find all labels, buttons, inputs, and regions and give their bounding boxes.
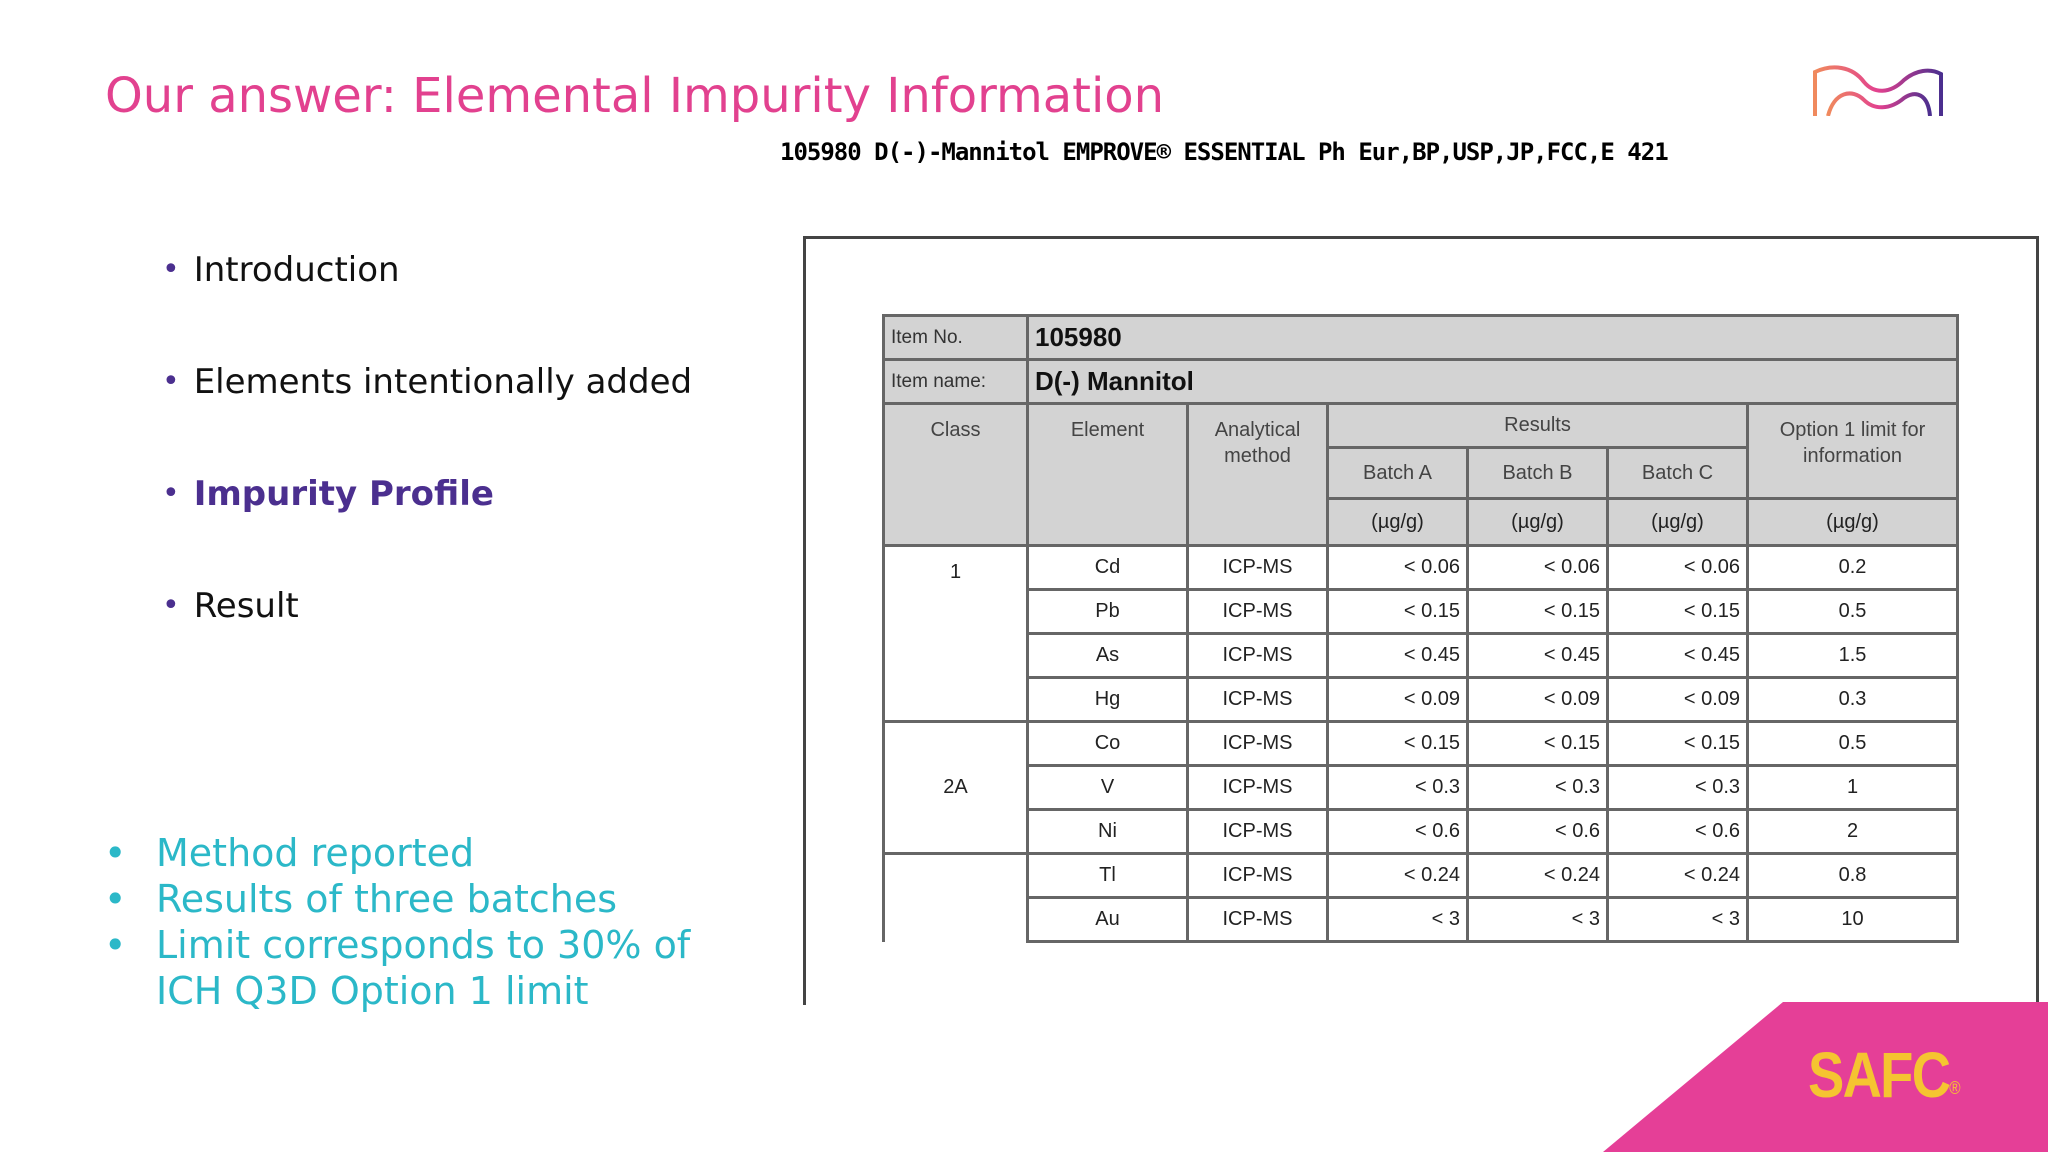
- agenda-item-result: • Result: [162, 586, 299, 626]
- slide-title: Our answer: Elemental Impurity Information: [105, 68, 1165, 124]
- limit-cell: 1.5: [1748, 634, 1958, 678]
- batch-c-cell: < 0.3: [1608, 766, 1748, 810]
- bullet-icon: •: [104, 923, 127, 967]
- method-cell: ICP-MS: [1188, 546, 1328, 590]
- class-cell: 2A: [884, 722, 1028, 854]
- key-point: • Results of three batches: [100, 876, 720, 922]
- item-no-row: [884, 316, 1958, 360]
- batch-b-cell: < 0.09: [1468, 678, 1608, 722]
- unit-label: (µg/g): [1328, 499, 1468, 546]
- unit-label: (µg/g): [1608, 499, 1748, 546]
- method-cell: ICP-MS: [1188, 590, 1328, 634]
- bullet-icon: •: [162, 476, 180, 511]
- key-points-list: [100, 830, 720, 1014]
- element-cell: Au: [1028, 898, 1188, 942]
- unit-label: (µg/g): [1468, 499, 1608, 546]
- bullet-icon: •: [162, 588, 180, 623]
- batch-c-cell: < 0.15: [1608, 590, 1748, 634]
- element-cell: Co: [1028, 722, 1188, 766]
- batch-c-cell: < 0.15: [1608, 722, 1748, 766]
- batch-a-cell: < 0.09: [1328, 678, 1468, 722]
- batch-b-cell: < 0.15: [1468, 590, 1608, 634]
- element-cell: Ni: [1028, 810, 1188, 854]
- col-header-batch-c: Batch C: [1608, 448, 1748, 499]
- key-point: • Method reported: [100, 830, 720, 876]
- element-cell: V: [1028, 766, 1188, 810]
- table-row: [884, 810, 1958, 854]
- limit-cell: 0.5: [1748, 590, 1958, 634]
- col-header-element: Element: [1028, 404, 1188, 546]
- batch-a-cell: < 0.24: [1328, 854, 1468, 898]
- table-row: [884, 722, 1958, 766]
- table-row: [884, 766, 1958, 810]
- batch-b-cell: < 0.06: [1468, 546, 1608, 590]
- item-no-label: Item No.: [884, 316, 1028, 360]
- table-row: [884, 678, 1958, 722]
- method-cell: ICP-MS: [1188, 634, 1328, 678]
- limit-cell: 2: [1748, 810, 1958, 854]
- limit-cell: 1: [1748, 766, 1958, 810]
- limit-cell: 0.3: [1748, 678, 1958, 722]
- col-header-batch-a: Batch A: [1328, 448, 1468, 499]
- table-row: [884, 634, 1958, 678]
- item-name-label: Item name:: [884, 360, 1028, 404]
- class-cell: [884, 854, 1028, 942]
- item-no-value: 105980: [1028, 316, 1958, 360]
- agenda-item-elements: • Elements intentionally added: [162, 362, 693, 402]
- method-cell: ICP-MS: [1188, 678, 1328, 722]
- element-cell: Pb: [1028, 590, 1188, 634]
- bullet-icon: •: [104, 877, 127, 921]
- batch-a-cell: < 0.6: [1328, 810, 1468, 854]
- batch-b-cell: < 0.3: [1468, 766, 1608, 810]
- batch-a-cell: < 0.15: [1328, 722, 1468, 766]
- element-cell: Hg: [1028, 678, 1188, 722]
- batch-a-cell: < 3: [1328, 898, 1468, 942]
- key-point: • Limit corresponds to 30% of ICH Q3D Option 1 limit: [100, 922, 720, 1014]
- batch-a-cell: < 0.15: [1328, 590, 1468, 634]
- element-cell: Cd: [1028, 546, 1188, 590]
- batch-c-cell: < 0.6: [1608, 810, 1748, 854]
- certificate-image-frame: [803, 236, 2039, 1005]
- limit-cell: 0.2: [1748, 546, 1958, 590]
- batch-b-cell: < 3: [1468, 898, 1608, 942]
- method-cell: ICP-MS: [1188, 810, 1328, 854]
- batch-b-cell: < 0.15: [1468, 722, 1608, 766]
- agenda-item-introduction: • Introduction: [162, 250, 400, 290]
- method-cell: ICP-MS: [1188, 854, 1328, 898]
- batch-a-cell: < 0.3: [1328, 766, 1468, 810]
- batch-a-cell: < 0.06: [1328, 546, 1468, 590]
- agenda-item-impurity-profile: • Impurity Profile: [162, 474, 494, 514]
- agenda-list: [162, 248, 692, 696]
- item-name-value: D(-) Mannitol: [1028, 360, 1958, 404]
- col-header-batch-b: Batch B: [1468, 448, 1608, 499]
- limit-cell: 0.5: [1748, 722, 1958, 766]
- bullet-icon: •: [104, 831, 127, 875]
- batch-c-cell: < 0.45: [1608, 634, 1748, 678]
- batch-b-cell: < 0.6: [1468, 810, 1608, 854]
- element-cell: Tl: [1028, 854, 1188, 898]
- merck-m-logo-icon: [1812, 64, 1944, 116]
- col-header-results: Results: [1328, 404, 1748, 448]
- col-header-limit: Option 1 limit for information: [1748, 404, 1958, 499]
- method-cell: ICP-MS: [1188, 766, 1328, 810]
- batch-c-cell: < 0.06: [1608, 546, 1748, 590]
- batch-b-cell: < 0.24: [1468, 854, 1608, 898]
- element-cell: As: [1028, 634, 1188, 678]
- impurity-table: [882, 314, 1959, 943]
- batch-c-cell: < 3: [1608, 898, 1748, 942]
- class-cell: 1: [884, 546, 1028, 722]
- batch-a-cell: < 0.45: [1328, 634, 1468, 678]
- bullet-icon: •: [162, 252, 180, 287]
- header-row: [884, 404, 1958, 448]
- item-name-row: [884, 360, 1958, 404]
- bullet-icon: •: [162, 364, 180, 399]
- table-row: [884, 546, 1958, 590]
- table-row: [884, 590, 1958, 634]
- product-subheading: 105980 D(-)-Mannitol EMPROVE® ESSENTIAL Ph Eur,BP,USP,JP,FCC,E 421: [780, 138, 1668, 166]
- limit-cell: 0.8: [1748, 854, 1958, 898]
- method-cell: ICP-MS: [1188, 722, 1328, 766]
- unit-label: (µg/g): [1748, 499, 1958, 546]
- safc-logo: SAFC®: [1808, 1039, 1961, 1111]
- batch-c-cell: < 0.24: [1608, 854, 1748, 898]
- batch-b-cell: < 0.45: [1468, 634, 1608, 678]
- table-row: [884, 854, 1958, 898]
- limit-cell: 10: [1748, 898, 1958, 942]
- col-header-class: Class: [884, 404, 1028, 546]
- method-cell: ICP-MS: [1188, 898, 1328, 942]
- table-row: [884, 898, 1958, 942]
- batch-c-cell: < 0.09: [1608, 678, 1748, 722]
- col-header-method: Analytical method: [1188, 404, 1328, 546]
